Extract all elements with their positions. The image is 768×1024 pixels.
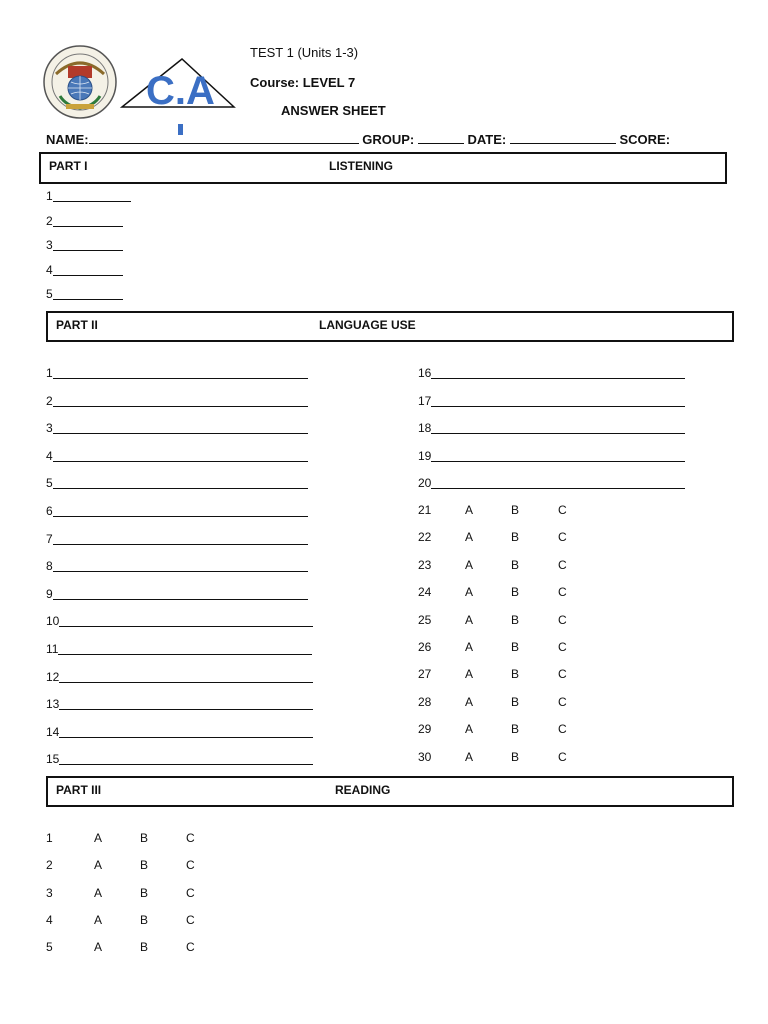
- option-a[interactable]: A: [94, 912, 103, 927]
- option-c[interactable]: C: [186, 912, 195, 927]
- item-number: 1: [46, 831, 53, 845]
- language-use-item: [46, 449, 308, 463]
- answer-blank[interactable]: [431, 421, 685, 434]
- item-number: 5: [46, 476, 53, 491]
- answer-blank[interactable]: [59, 697, 313, 710]
- language-use-item: [46, 614, 313, 628]
- group-field[interactable]: [418, 132, 464, 144]
- item-number: 30: [418, 749, 432, 764]
- item-number: 2: [46, 858, 53, 873]
- answer-blank[interactable]: [431, 366, 685, 379]
- sheet-title: ANSWER SHEET: [281, 103, 386, 118]
- language-use-item: [46, 642, 312, 656]
- option-b[interactable]: B: [140, 831, 149, 845]
- part-1-title: LISTENING: [329, 159, 394, 173]
- item-number: 7: [46, 531, 53, 546]
- answer-blank[interactable]: [53, 421, 308, 434]
- item-number: 5: [46, 287, 53, 301]
- item-number: 6: [46, 504, 53, 518]
- item-number: 21: [418, 503, 432, 517]
- answer-blank[interactable]: [53, 394, 308, 407]
- answer-blank[interactable]: [53, 504, 308, 517]
- part-3-header: [46, 776, 734, 807]
- answer-blank[interactable]: [59, 752, 313, 765]
- logo-text: C.A: [146, 69, 215, 113]
- item-number: 22: [418, 530, 432, 545]
- university-seal-icon: [42, 44, 118, 120]
- part-2-label: PART II: [56, 318, 98, 332]
- item-number: 3: [46, 421, 53, 436]
- option-b[interactable]: B: [511, 749, 520, 764]
- option-c[interactable]: C: [558, 722, 567, 737]
- item-number: 3: [46, 885, 53, 900]
- language-use-item: [418, 394, 685, 408]
- option-a[interactable]: A: [465, 667, 474, 682]
- language-use-item: [418, 476, 685, 490]
- item-number: 25: [418, 612, 432, 627]
- option-b[interactable]: B: [511, 557, 520, 572]
- option-c[interactable]: C: [558, 694, 567, 709]
- item-number: 28: [418, 694, 432, 709]
- answer-blank[interactable]: [53, 559, 308, 572]
- item-number: 27: [418, 667, 432, 682]
- option-a[interactable]: A: [465, 722, 474, 737]
- answer-blank[interactable]: [431, 394, 685, 407]
- listening-item: [46, 214, 123, 228]
- answer-blank[interactable]: [59, 614, 313, 627]
- name-field[interactable]: [89, 132, 359, 144]
- option-c[interactable]: C: [558, 640, 567, 654]
- language-use-item: [46, 752, 313, 766]
- option-c[interactable]: C: [558, 557, 567, 572]
- answer-blank[interactable]: [53, 476, 308, 489]
- language-use-item: [46, 697, 313, 711]
- option-a[interactable]: A: [94, 831, 103, 845]
- item-number: 13: [46, 697, 60, 712]
- item-number: 11: [46, 642, 59, 656]
- option-c[interactable]: C: [558, 612, 567, 627]
- answer-blank[interactable]: [53, 214, 123, 227]
- ca-logo-icon: [112, 56, 236, 138]
- item-number: 16: [418, 366, 432, 380]
- listening-item: [46, 189, 131, 203]
- option-a[interactable]: A: [465, 749, 474, 764]
- option-a[interactable]: A: [465, 640, 474, 654]
- option-b[interactable]: B: [140, 940, 149, 955]
- answer-blank[interactable]: [431, 449, 685, 462]
- answer-blank[interactable]: [53, 287, 123, 300]
- listening-item: [46, 287, 123, 301]
- option-b[interactable]: B: [511, 640, 520, 654]
- option-a[interactable]: A: [94, 940, 103, 955]
- option-a[interactable]: A: [465, 585, 474, 600]
- item-number: 5: [46, 940, 53, 955]
- test-title: TEST 1 (Units 1-3): [250, 45, 359, 60]
- option-b[interactable]: B: [511, 667, 520, 682]
- option-b[interactable]: B: [140, 885, 149, 900]
- answer-blank[interactable]: [53, 587, 308, 600]
- part-3-title: READING: [335, 783, 391, 797]
- language-use-item: [46, 421, 308, 435]
- part-1-label: PART I: [49, 159, 88, 173]
- item-number: 29: [418, 722, 432, 737]
- language-use-item: [46, 587, 308, 601]
- language-use-item: [46, 476, 308, 490]
- option-c[interactable]: C: [186, 831, 195, 845]
- option-a[interactable]: A: [94, 885, 103, 900]
- item-number: 12: [46, 669, 60, 684]
- item-number: 4: [46, 912, 53, 927]
- item-number: 3: [46, 238, 53, 252]
- item-number: 9: [46, 586, 53, 601]
- item-number: 20: [418, 476, 432, 491]
- option-a[interactable]: A: [465, 612, 474, 627]
- answer-blank[interactable]: [53, 263, 123, 276]
- language-use-item: [46, 366, 308, 380]
- listening-item: [46, 263, 123, 277]
- name-label: NAME:: [46, 132, 89, 147]
- item-number: 15: [46, 752, 60, 767]
- language-use-item: [46, 670, 313, 684]
- option-b[interactable]: B: [511, 722, 520, 737]
- option-a[interactable]: A: [465, 503, 474, 517]
- item-number: 17: [418, 393, 432, 408]
- option-c[interactable]: C: [558, 585, 567, 600]
- option-a[interactable]: A: [465, 557, 474, 572]
- item-number: 4: [46, 262, 53, 277]
- answer-blank[interactable]: [53, 532, 308, 545]
- item-number: 1: [46, 189, 53, 203]
- listening-item: [46, 238, 123, 252]
- item-number: 19: [418, 448, 432, 463]
- answer-blank[interactable]: [53, 238, 123, 251]
- student-info-row: [46, 132, 670, 147]
- option-b[interactable]: B: [511, 530, 520, 545]
- group-label: GROUP:: [362, 132, 415, 147]
- language-use-item: [46, 559, 308, 573]
- language-use-item: [418, 366, 685, 380]
- language-use-item: [46, 504, 308, 518]
- item-number: 2: [46, 393, 53, 408]
- item-number: 4: [46, 448, 53, 463]
- item-number: 10: [46, 614, 60, 629]
- answer-blank[interactable]: [431, 476, 685, 489]
- option-c[interactable]: C: [558, 667, 567, 682]
- language-use-item: [418, 421, 685, 435]
- option-b[interactable]: B: [511, 503, 520, 517]
- part-2-title: LANGUAGE USE: [319, 318, 416, 332]
- date-field[interactable]: [510, 132, 616, 144]
- course-label: Course: LEVEL 7: [250, 75, 356, 90]
- part-3-label: PART III: [56, 783, 102, 797]
- item-number: 14: [46, 724, 60, 739]
- language-use-item: [46, 394, 308, 408]
- answer-blank[interactable]: [53, 449, 308, 462]
- option-a[interactable]: A: [465, 530, 474, 545]
- score-label: SCORE:: [619, 132, 671, 147]
- item-number: 18: [418, 421, 432, 436]
- option-c[interactable]: C: [558, 530, 567, 545]
- option-b[interactable]: B: [511, 694, 520, 709]
- item-number: 23: [418, 557, 432, 572]
- item-number: 24: [418, 585, 432, 600]
- answer-blank[interactable]: [59, 670, 313, 683]
- answer-blank[interactable]: [53, 189, 131, 202]
- option-a[interactable]: A: [465, 694, 474, 709]
- item-number: 26: [418, 640, 432, 654]
- item-number: 1: [46, 366, 53, 380]
- option-b[interactable]: B: [511, 612, 520, 627]
- option-b[interactable]: B: [140, 858, 149, 873]
- answer-blank[interactable]: [58, 642, 312, 655]
- item-number: 2: [46, 213, 53, 228]
- option-c[interactable]: C: [186, 940, 195, 955]
- option-b[interactable]: B: [511, 585, 520, 600]
- language-use-item: [418, 449, 685, 463]
- language-use-item: [46, 725, 313, 739]
- option-c[interactable]: C: [558, 503, 567, 517]
- option-a[interactable]: A: [94, 858, 103, 873]
- part-2-header: [46, 311, 734, 342]
- date-label: DATE:: [467, 132, 507, 147]
- answer-blank[interactable]: [53, 366, 308, 379]
- answer-blank[interactable]: [59, 725, 313, 738]
- item-number: 8: [46, 559, 53, 574]
- part-1-header: [39, 152, 727, 184]
- option-c[interactable]: C: [558, 749, 567, 764]
- language-use-item: [46, 532, 308, 546]
- option-b[interactable]: B: [140, 912, 149, 927]
- option-c[interactable]: C: [186, 885, 195, 900]
- option-c[interactable]: C: [186, 858, 195, 873]
